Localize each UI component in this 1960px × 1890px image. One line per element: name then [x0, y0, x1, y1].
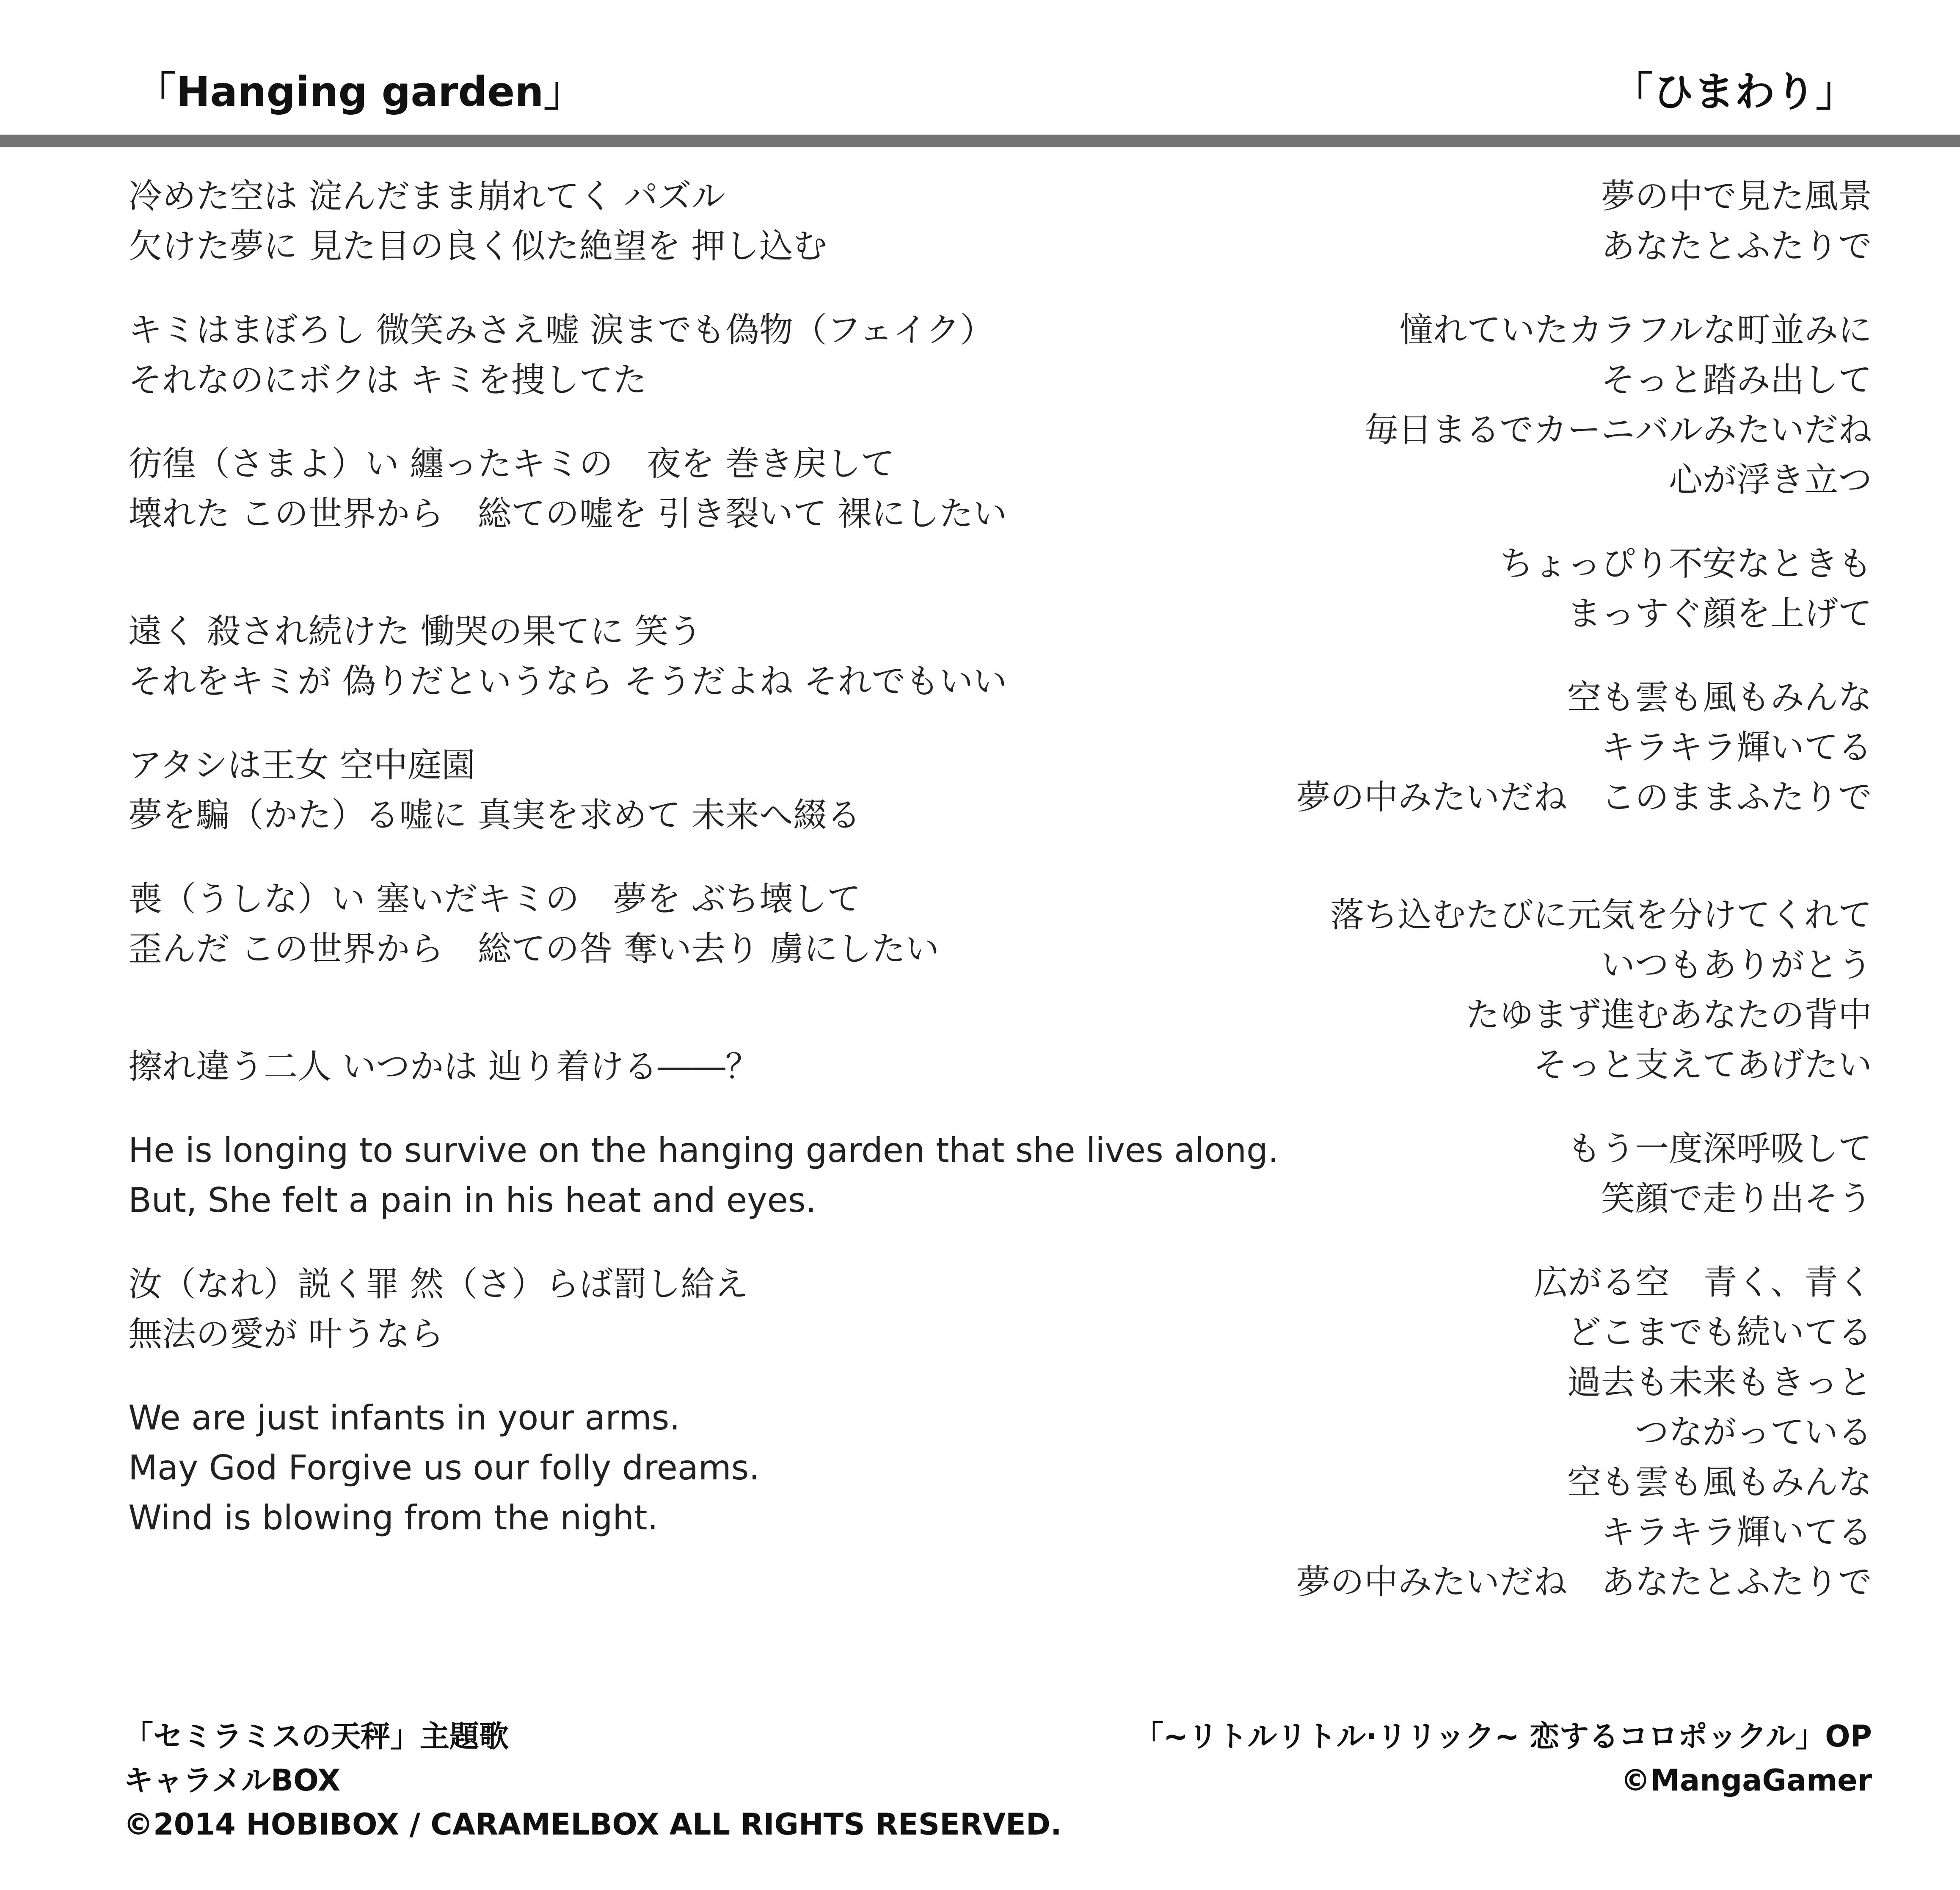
lyric-stanza	[1195, 1124, 1872, 1224]
lyric-stanza	[1195, 673, 1872, 822]
credit-line: ©2014 HOBIBOX / CARAMELBOX ALL RIGHTS RESERVED.	[124, 1807, 1062, 1842]
lyric-stanza	[128, 1042, 1186, 1092]
credit-line: キャラメルBOX	[124, 1763, 341, 1798]
lyric-line: 壊れた この世界から 総ての嘘を 引き裂いて 裸にしたい	[128, 494, 1007, 533]
credit-line: 「セミラミスの天秤」主題歌	[124, 1719, 509, 1754]
lyric-line: We are just infants in your arms.	[128, 1398, 680, 1438]
lyric-stanza	[128, 607, 1186, 706]
lyric-line: まっすぐ顔を上げて	[1567, 594, 1872, 633]
lyric-line: He is longing to survive on the hanging garden that she lives along.	[128, 1131, 1279, 1170]
credit-line: ©MangaGamer	[1621, 1763, 1872, 1798]
lyric-line: 憧れていたカラフルな町並みに	[1399, 310, 1872, 350]
lyric-line: 遠く 殺され続けた 慟哭の果てに 笑う	[128, 612, 703, 651]
lyric-line: たゆまず進むあなたの背中	[1466, 995, 1872, 1035]
lyric-stanza	[128, 439, 1186, 539]
lyric-line: But, She felt a pain in his heat and eyes.	[128, 1181, 816, 1220]
lyric-stanza	[1195, 171, 1872, 271]
lyric-line: いつもありがとう	[1601, 945, 1872, 985]
credits-left	[124, 1714, 1062, 1846]
lyric-line: どこまでも続いてる	[1567, 1313, 1872, 1352]
lyric-line: キミはまぼろし 微笑みさえ嘘 涙までも偽物（フェイク）	[128, 310, 994, 350]
lyric-stanza	[128, 171, 1186, 271]
song-title-hanging-garden: 「Hanging garden」	[135, 68, 584, 116]
lyric-line: 空も雲も風もみんな	[1567, 678, 1872, 717]
lyric-line: キラキラ輝いてる	[1601, 1512, 1872, 1552]
lyric-line: それをキミが 偽りだというなら そうだよね それでもいい	[128, 662, 1007, 701]
lyric-line: 夢の中みたいだね このままふたりで	[1296, 778, 1872, 817]
lyric-line: ちょっぴり不安なときも	[1500, 544, 1872, 583]
lyric-line: 喪（うしな）い 塞いだキミの 夢を ぶち壊して	[128, 879, 861, 919]
lyric-stanza	[1195, 539, 1872, 639]
lyric-line: そっと踏み出して	[1601, 360, 1872, 400]
header-divider	[0, 135, 1960, 147]
lyric-line: あなたとふたりで	[1601, 226, 1872, 266]
lyric-line: 広がる空 青く、青く	[1534, 1263, 1872, 1302]
lyric-line: Wind is blowing from the night.	[128, 1498, 658, 1537]
lyric-line: アタシは王女 空中庭園	[128, 745, 475, 785]
song-title-himawari: 「ひまわり」	[1613, 68, 1856, 116]
lyric-line: 彷徨（さまよ）い 纏ったキミの 夜を 巻き戻して	[128, 444, 895, 483]
lyric-line: 心が浮き立つ	[1669, 460, 1872, 499]
lyric-stanza	[128, 874, 1186, 974]
lyric-stanza	[1195, 1258, 1872, 1607]
lyrics-right-column	[1195, 171, 1872, 1641]
lyric-stanza	[128, 305, 1186, 405]
lyric-line: 夢の中みたいだね あなたとふたりで	[1296, 1562, 1872, 1602]
lyric-line: 無法の愛が 叶うなら	[128, 1314, 444, 1354]
lyric-line: 擦れ違う二人 いつかは 辿り着ける――？	[128, 1047, 759, 1086]
lyrics-left-column	[128, 171, 1279, 1577]
credits-right	[1134, 1714, 1872, 1802]
lyric-line: 夢の中で見た風景	[1601, 177, 1872, 216]
lyric-stanza	[128, 1259, 1186, 1359]
lyric-line: キラキラ輝いてる	[1601, 728, 1872, 767]
lyric-stanza	[128, 1393, 1186, 1543]
lyric-line: 空も雲も風もみんな	[1567, 1462, 1872, 1502]
lyric-line: 冷めた空は 淀んだまま崩れてく パズル	[128, 177, 725, 216]
lyric-line: そっと支えてあげたい	[1533, 1045, 1872, 1084]
lyric-line: May God Forgive us our folly dreams.	[128, 1448, 760, 1487]
lyric-line: もう一度深呼吸して	[1567, 1129, 1872, 1168]
lyric-stanza	[128, 740, 1186, 840]
lyric-line: 歪んだ この世界から 総ての咎 奪い去り 虜にしたい	[128, 929, 940, 968]
lyric-line: 毎日まるでカーニバルみたいだね	[1364, 410, 1872, 450]
lyric-line: 落ち込むたびに元気を分けてくれて	[1330, 895, 1872, 935]
lyric-line: それなのにボクは キミを捜してた	[128, 360, 647, 400]
lyric-stanza	[128, 1126, 1279, 1225]
lyric-stanza	[1195, 305, 1872, 505]
lyric-line: 夢を騙（かた）る嘘に 真実を求めて 未来へ綴る	[128, 795, 861, 835]
lyric-line: つながっている	[1635, 1413, 1872, 1452]
lyric-line: 汝（なれ）説く罪 然（さ）らば罰し給え	[128, 1264, 749, 1304]
lyric-stanza	[1195, 890, 1872, 1090]
lyric-line: 欠けた夢に 見た目の良く似た絶望を 押し込む	[128, 226, 827, 266]
lyric-line: 笑顔で走り出そう	[1601, 1179, 1872, 1218]
lyric-line: 過去も未来もきっと	[1567, 1363, 1872, 1402]
credit-line: 「~リトルリトル·リリック~ 恋するコロポックル」OP	[1133, 1719, 1872, 1754]
